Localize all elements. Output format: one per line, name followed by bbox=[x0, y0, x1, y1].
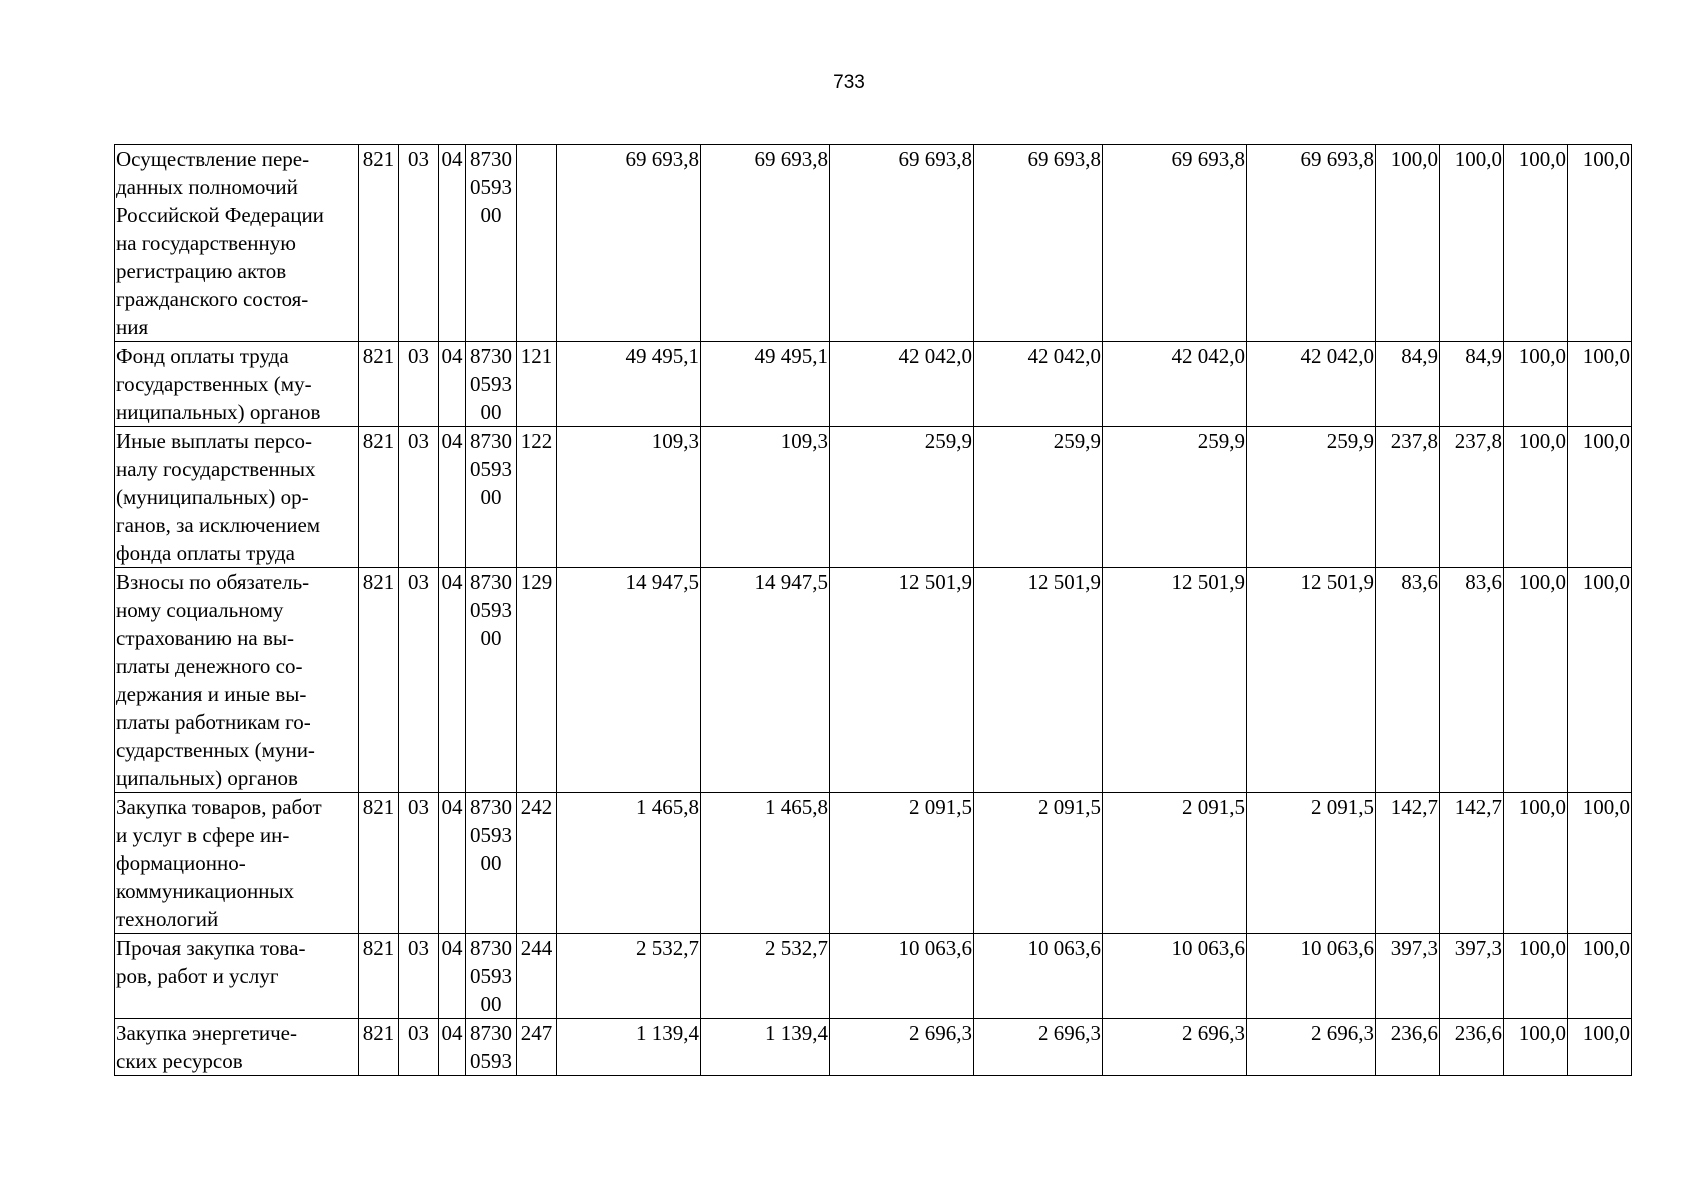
table-row-7 bbox=[115, 1019, 1632, 1076]
row-name-cell: Закупка энергетиче- ских ресурсов bbox=[115, 1019, 359, 1076]
grbs-code-cell: 821 bbox=[359, 793, 399, 934]
amount-6-cell: 42 042,0 bbox=[1247, 342, 1376, 427]
percent-1-cell: 236,6 bbox=[1376, 1019, 1440, 1076]
amount-4-cell: 10 063,6 bbox=[974, 934, 1103, 1019]
percent-2-cell: 84,9 bbox=[1440, 342, 1504, 427]
grbs-code-cell: 821 bbox=[359, 568, 399, 793]
grbs-code-cell: 821 bbox=[359, 427, 399, 568]
amount-5-cell: 10 063,6 bbox=[1103, 934, 1247, 1019]
amount-3-cell: 69 693,8 bbox=[830, 145, 974, 342]
amount-2-cell: 1 139,4 bbox=[701, 1019, 830, 1076]
amount-3-cell: 42 042,0 bbox=[830, 342, 974, 427]
percent-3-cell: 100,0 bbox=[1504, 1019, 1568, 1076]
amount-2-cell: 14 947,5 bbox=[701, 568, 830, 793]
section-code-cell: 03 bbox=[399, 568, 439, 793]
percent-4-cell: 100,0 bbox=[1568, 793, 1632, 934]
amount-6-cell: 2 091,5 bbox=[1247, 793, 1376, 934]
amount-1-cell: 69 693,8 bbox=[557, 145, 701, 342]
percent-1-cell: 84,9 bbox=[1376, 342, 1440, 427]
expense-type-code-cell: 121 bbox=[517, 342, 557, 427]
amount-4-cell: 259,9 bbox=[974, 427, 1103, 568]
amount-5-cell: 259,9 bbox=[1103, 427, 1247, 568]
expense-type-code-cell: 129 bbox=[517, 568, 557, 793]
amount-2-cell: 69 693,8 bbox=[701, 145, 830, 342]
percent-3-cell: 100,0 bbox=[1504, 342, 1568, 427]
percent-4-cell: 100,0 bbox=[1568, 568, 1632, 793]
row-name-cell: Взносы по обязатель- ному социальному страхованию на вы- платы денежного со- держания и иные вы- платы работникам го- сударственных (муни- ципальных) органов bbox=[115, 568, 359, 793]
subsection-code-cell: 04 bbox=[439, 934, 466, 1019]
percent-3-cell: 100,0 bbox=[1504, 568, 1568, 793]
section-code-cell: 03 bbox=[399, 427, 439, 568]
percent-4-cell: 100,0 bbox=[1568, 427, 1632, 568]
percent-3-cell: 100,0 bbox=[1504, 145, 1568, 342]
target-article-code-cell: 8730 0593 00 bbox=[466, 145, 517, 342]
amount-5-cell: 2 696,3 bbox=[1103, 1019, 1247, 1076]
amount-3-cell: 2 696,3 bbox=[830, 1019, 974, 1076]
amount-2-cell: 49 495,1 bbox=[701, 342, 830, 427]
percent-1-cell: 237,8 bbox=[1376, 427, 1440, 568]
target-article-code-cell: 8730 0593 00 bbox=[466, 568, 517, 793]
target-article-code-cell: 8730 0593 bbox=[466, 1019, 517, 1076]
section-code-cell: 03 bbox=[399, 1019, 439, 1076]
percent-4-cell: 100,0 bbox=[1568, 934, 1632, 1019]
target-article-code-cell: 8730 0593 00 bbox=[466, 793, 517, 934]
percent-1-cell: 397,3 bbox=[1376, 934, 1440, 1019]
expense-type-code-cell: 244 bbox=[517, 934, 557, 1019]
section-code-cell: 03 bbox=[399, 934, 439, 1019]
table-row-2 bbox=[115, 342, 1632, 427]
amount-2-cell: 2 532,7 bbox=[701, 934, 830, 1019]
amount-2-cell: 1 465,8 bbox=[701, 793, 830, 934]
percent-2-cell: 397,3 bbox=[1440, 934, 1504, 1019]
row-name-cell: Фонд оплаты труда государственных (му- ниципальных) органов bbox=[115, 342, 359, 427]
percent-4-cell: 100,0 bbox=[1568, 342, 1632, 427]
table-body bbox=[115, 145, 1632, 1076]
amount-1-cell: 14 947,5 bbox=[557, 568, 701, 793]
amount-2-cell: 109,3 bbox=[701, 427, 830, 568]
amount-3-cell: 259,9 bbox=[830, 427, 974, 568]
percent-2-cell: 237,8 bbox=[1440, 427, 1504, 568]
percent-1-cell: 142,7 bbox=[1376, 793, 1440, 934]
table-row-5 bbox=[115, 793, 1632, 934]
amount-6-cell: 12 501,9 bbox=[1247, 568, 1376, 793]
table-row-3 bbox=[115, 427, 1632, 568]
percent-4-cell: 100,0 bbox=[1568, 1019, 1632, 1076]
subsection-code-cell: 04 bbox=[439, 145, 466, 342]
amount-5-cell: 2 091,5 bbox=[1103, 793, 1247, 934]
amount-3-cell: 2 091,5 bbox=[830, 793, 974, 934]
amount-4-cell: 12 501,9 bbox=[974, 568, 1103, 793]
table-row-1 bbox=[115, 145, 1632, 342]
target-article-code-cell: 8730 0593 00 bbox=[466, 934, 517, 1019]
row-name-cell: Прочая закупка това- ров, работ и услуг bbox=[115, 934, 359, 1019]
subsection-code-cell: 04 bbox=[439, 568, 466, 793]
row-name-cell: Осуществление пере- данных полномочий Российской Федерации на государственную регистрацию актов гражданского состоя- ния bbox=[115, 145, 359, 342]
section-code-cell: 03 bbox=[399, 145, 439, 342]
percent-1-cell: 83,6 bbox=[1376, 568, 1440, 793]
target-article-code-cell: 8730 0593 00 bbox=[466, 342, 517, 427]
amount-4-cell: 2 091,5 bbox=[974, 793, 1103, 934]
expense-type-code-cell bbox=[517, 145, 557, 342]
grbs-code-cell: 821 bbox=[359, 934, 399, 1019]
amount-4-cell: 69 693,8 bbox=[974, 145, 1103, 342]
amount-3-cell: 12 501,9 bbox=[830, 568, 974, 793]
percent-3-cell: 100,0 bbox=[1504, 427, 1568, 568]
percent-2-cell: 83,6 bbox=[1440, 568, 1504, 793]
subsection-code-cell: 04 bbox=[439, 342, 466, 427]
expense-type-code-cell: 242 bbox=[517, 793, 557, 934]
subsection-code-cell: 04 bbox=[439, 1019, 466, 1076]
expense-type-code-cell: 122 bbox=[517, 427, 557, 568]
subsection-code-cell: 04 bbox=[439, 793, 466, 934]
expense-type-code-cell: 247 bbox=[517, 1019, 557, 1076]
amount-1-cell: 49 495,1 bbox=[557, 342, 701, 427]
table-row-4 bbox=[115, 568, 1632, 793]
amount-1-cell: 1 139,4 bbox=[557, 1019, 701, 1076]
row-name-cell: Иные выплаты персо- налу государственных (муниципальных) ор- ганов, за исключением фонда оплаты труда bbox=[115, 427, 359, 568]
grbs-code-cell: 821 bbox=[359, 1019, 399, 1076]
percent-2-cell: 100,0 bbox=[1440, 145, 1504, 342]
amount-1-cell: 109,3 bbox=[557, 427, 701, 568]
grbs-code-cell: 821 bbox=[359, 145, 399, 342]
amount-6-cell: 69 693,8 bbox=[1247, 145, 1376, 342]
grbs-code-cell: 821 bbox=[359, 342, 399, 427]
amount-1-cell: 1 465,8 bbox=[557, 793, 701, 934]
amount-6-cell: 259,9 bbox=[1247, 427, 1376, 568]
amount-1-cell: 2 532,7 bbox=[557, 934, 701, 1019]
target-article-code-cell: 8730 0593 00 bbox=[466, 427, 517, 568]
amount-3-cell: 10 063,6 bbox=[830, 934, 974, 1019]
amount-4-cell: 2 696,3 bbox=[974, 1019, 1103, 1076]
budget-table bbox=[114, 144, 1632, 1076]
section-code-cell: 03 bbox=[399, 793, 439, 934]
amount-5-cell: 42 042,0 bbox=[1103, 342, 1247, 427]
row-name-cell: Закупка товаров, работ и услуг в сфере ин- формационно- коммуникационных технологий bbox=[115, 793, 359, 934]
percent-2-cell: 236,6 bbox=[1440, 1019, 1504, 1076]
percent-3-cell: 100,0 bbox=[1504, 934, 1568, 1019]
subsection-code-cell: 04 bbox=[439, 427, 466, 568]
percent-1-cell: 100,0 bbox=[1376, 145, 1440, 342]
page-number: 733 bbox=[833, 72, 865, 93]
amount-6-cell: 2 696,3 bbox=[1247, 1019, 1376, 1076]
amount-5-cell: 12 501,9 bbox=[1103, 568, 1247, 793]
percent-3-cell: 100,0 bbox=[1504, 793, 1568, 934]
table-row-6 bbox=[115, 934, 1632, 1019]
percent-2-cell: 142,7 bbox=[1440, 793, 1504, 934]
amount-6-cell: 10 063,6 bbox=[1247, 934, 1376, 1019]
section-code-cell: 03 bbox=[399, 342, 439, 427]
amount-4-cell: 42 042,0 bbox=[974, 342, 1103, 427]
percent-4-cell: 100,0 bbox=[1568, 145, 1632, 342]
amount-5-cell: 69 693,8 bbox=[1103, 145, 1247, 342]
